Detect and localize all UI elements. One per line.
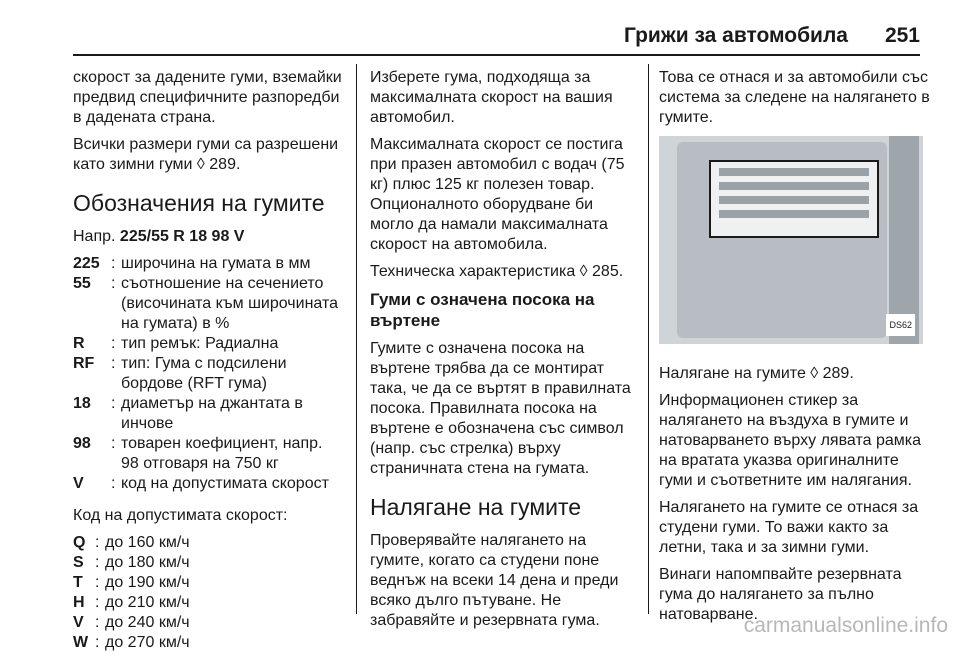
paragraph: Проверявайте налягането на гумите, когато са студени поне веднъж на всеки 14 дена и преди всяко дълго пътуване. Не забравяйте и резервната гума. — [370, 532, 619, 629]
page-header — [0, 0, 960, 60]
example-line: Напр. 225/55 R 18 98 V — [73, 228, 245, 245]
definition-key: S — [73, 554, 84, 571]
paragraph: Налягането на гумите се отнася за студени гуми. То важи както за летни, така и за зимни гуми. — [659, 499, 919, 556]
paragraph: Всички размери гуми са разрешени като зимни гуми ◊ 289. — [73, 136, 339, 173]
paragraph: Техническа характеристика ◊ 285. — [370, 263, 624, 280]
definition-colon: : — [111, 475, 116, 492]
definition-key: 98 — [73, 435, 91, 452]
column-divider-1 — [356, 64, 357, 614]
definition-key: RF — [73, 355, 95, 372]
column-left — [73, 68, 343, 665]
definition-value: до 190 км/ч — [105, 574, 190, 591]
paragraph: Информационен стикер за налягането на въздуха в гумите и натоварването върху лявата рамка на вратата указва оригиналните гуми и съответните им налягания. — [659, 392, 921, 489]
column-right — [659, 68, 931, 632]
paragraph: Това се отнася и за автомобили със система за следене на налягането в гумите. — [659, 69, 930, 126]
definition-key: V — [73, 614, 84, 631]
heading-directional-tires: Гуми с означена посока на въртене — [370, 290, 595, 330]
paragraph: Гумите с означена посока на въртене трябва да се монтират така, че да се въртят в правилната посока. Правилната посока на въртене е обозначена със символ (напр. със стрелка) върху страничната стена на гумата. — [370, 340, 631, 477]
definition-row — [73, 533, 343, 553]
definition-value: до 160 км/ч — [105, 534, 190, 551]
definition-value: диаметър на джантата в инчове — [121, 395, 303, 432]
definition-row — [73, 334, 343, 354]
definition-colon: : — [95, 614, 100, 631]
definition-colon: : — [111, 355, 116, 372]
definition-value: до 270 км/ч — [105, 634, 190, 651]
paragraph: Винаги напомпвайте резервната гума до налягането за пълно натоварване. — [659, 566, 902, 623]
definition-key: Q — [73, 534, 86, 551]
definition-value: код на допустимата скорост — [121, 475, 329, 492]
section-title: Грижи за автомобила — [623, 24, 848, 47]
definition-colon: : — [95, 574, 100, 591]
definition-value: тип: Гума с подсилени бордове (RFT гума) — [121, 355, 287, 392]
paragraph: Изберете гума, подходяща за максималната скорост на вашия автомобил. — [370, 69, 613, 126]
column-divider-2 — [648, 64, 649, 614]
definition-colon: : — [111, 395, 116, 412]
definition-colon: : — [111, 275, 116, 292]
definition-row — [73, 354, 343, 394]
definition-colon: : — [95, 554, 100, 571]
definition-value: до 210 км/ч — [105, 594, 190, 611]
paragraph: Налягане на гумите ◊ 289. — [659, 365, 854, 382]
definition-value: товарен коефициент, напр. 98 отговаря на 750 кг — [121, 435, 323, 472]
definition-key: T — [73, 574, 83, 591]
definition-key: 18 — [73, 395, 91, 412]
heading-tire-markings: Обозначения на гумите — [73, 190, 325, 216]
definition-row — [73, 573, 343, 593]
definition-row — [73, 633, 343, 653]
definition-key: V — [73, 475, 84, 492]
heading-tire-pressure: Налягане на гумите — [370, 494, 582, 520]
speed-intro: Код на допустимата скорост: — [73, 507, 288, 524]
definition-value: широчина на гумата в мм — [121, 255, 311, 272]
definition-colon: : — [111, 435, 116, 452]
paragraph: Максималната скорост се постига при празен автомобил с водач (75 кг) плюс 125 кг полезен товар. Опционалното оборудване би могло да намали максималната скорост на автомобила. — [370, 136, 625, 253]
speed-code-list — [73, 533, 343, 653]
definition-value: до 180 км/ч — [105, 554, 190, 571]
figure-code: DS62 — [886, 314, 915, 336]
tire-pressure-sticker-photo — [659, 136, 923, 344]
definition-key: 55 — [73, 275, 91, 292]
watermark: carmanualsonline.info — [743, 614, 948, 637]
header-rule — [73, 54, 920, 56]
definition-row — [73, 254, 343, 274]
definition-row — [73, 553, 343, 573]
definition-row — [73, 474, 343, 494]
definition-value: тип ремък: Радиална — [121, 335, 279, 352]
definition-row — [73, 613, 343, 633]
definition-key: W — [73, 634, 89, 651]
pressure-sticker — [709, 160, 879, 238]
definition-key: H — [73, 594, 85, 611]
column-middle — [370, 68, 636, 638]
definition-colon: : — [95, 534, 100, 551]
page-number: 251 — [884, 24, 920, 47]
definition-list — [73, 254, 343, 494]
definition-row — [73, 274, 343, 334]
definition-colon: : — [95, 594, 100, 611]
definition-value: до 240 км/ч — [105, 614, 190, 631]
definition-row — [73, 593, 343, 613]
definition-value: съотношение на сечението (височината към широчината на гумата) в % — [121, 275, 339, 332]
definition-colon: : — [111, 335, 116, 352]
definition-row — [73, 434, 343, 474]
definition-key: R — [73, 335, 85, 352]
definition-key: 225 — [73, 255, 100, 272]
definition-colon: : — [111, 255, 116, 272]
definition-colon: : — [95, 634, 100, 651]
paragraph: скорост за дадените гуми, вземайки предвид специфичните разпоредби в дадената страна. — [73, 69, 342, 126]
door-pillar — [889, 136, 919, 344]
definition-row — [73, 394, 343, 434]
